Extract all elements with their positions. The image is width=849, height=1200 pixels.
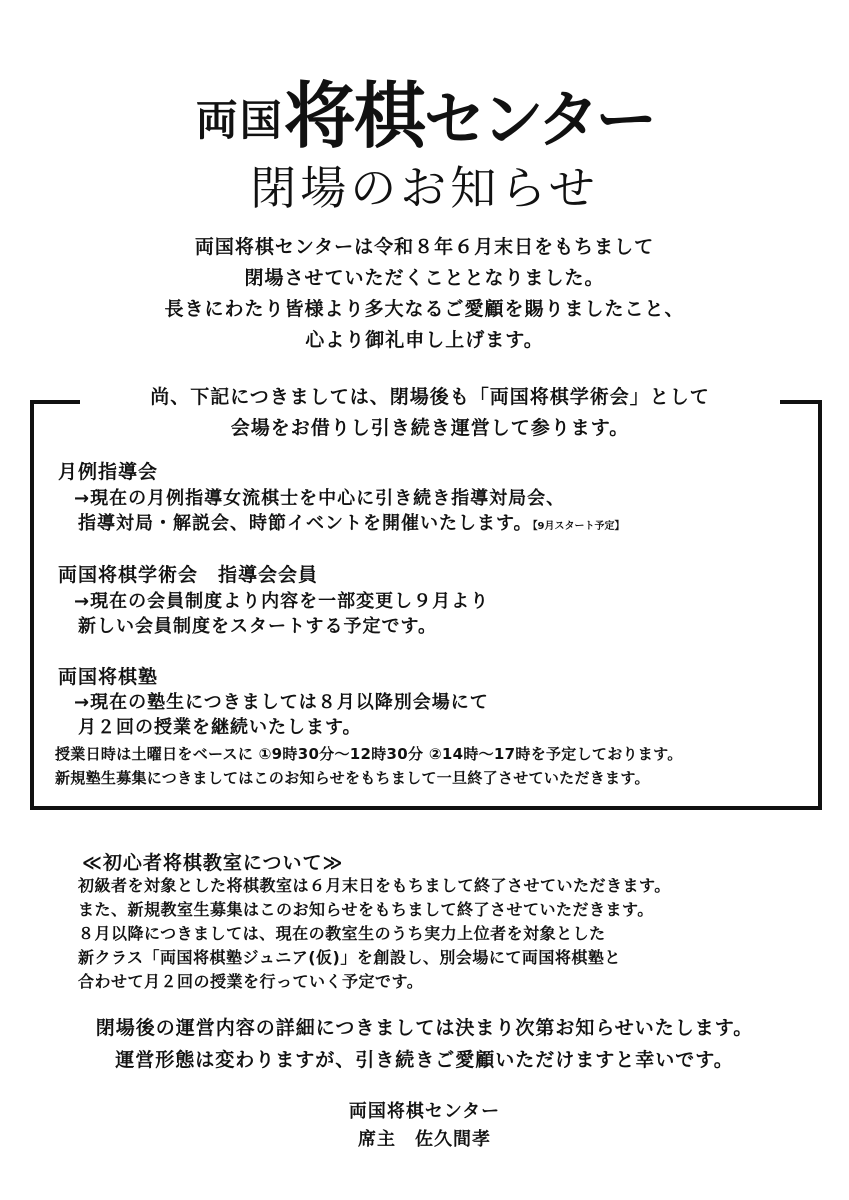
beginner-heading: ≪初心者将棋教室について≫ xyxy=(82,852,344,874)
signature xyxy=(0,1098,849,1154)
box-title-line: 会場をお借りし引き続き運営して参ります。 xyxy=(230,417,630,439)
section-heading-juku: 両国将棋塾 xyxy=(58,666,159,688)
section-line: →現在の塾生につきましては８月以降別会場にて xyxy=(74,692,489,713)
section-heading-monthly: 月例指導会 xyxy=(58,461,159,483)
signature-org: 両国将棋センター xyxy=(348,1101,501,1122)
logo-title xyxy=(0,58,849,162)
logo-suffix: センター xyxy=(423,83,654,156)
beginner-line: 初級者を対象とした将棋教室は６月末日をもちまして終了させていただきます。 xyxy=(78,876,671,895)
beginner-line: 新クラス「両国将棋塾ジュニア(仮)」を創設し、別会場にて両国将棋塾と xyxy=(78,948,621,967)
section-line: 新しい会員制度をスタートする予定です。 xyxy=(78,616,438,637)
recruitment-note: 新規塾生募集につきましてはこのお知らせをもちまして一旦終了させていただきます。 xyxy=(55,769,650,787)
beginner-body xyxy=(78,874,671,994)
schedule-detail: 授業日時は土曜日をベースに ①9時30分～12時30分 ②14時～17時を予定しております。 xyxy=(55,745,683,763)
section-line: →現在の月例指導女流棋士を中心に引き続き指導対局会、 xyxy=(74,488,566,509)
beginner-line: ８月以降につきましては、現在の教室生のうち実力上位者を対象とした xyxy=(78,924,606,943)
intro-line: 閉場させていただくこととなりました。 xyxy=(244,267,605,289)
intro-line: 長きにわたり皆様より多大なるご愛顧を賜りましたこと、 xyxy=(164,298,685,320)
beginner-line: 合わせて月２回の授業を行っていく予定です。 xyxy=(78,972,424,991)
intro-paragraph xyxy=(0,232,849,356)
box-title xyxy=(80,382,780,444)
section-line: →現在の会員制度より内容を一部変更し９月より xyxy=(74,591,490,612)
section-heading-membership: 両国将棋学術会 指導会会員 xyxy=(58,564,319,586)
signature-owner: 席主 佐久間孝 xyxy=(358,1129,491,1150)
logo-prefix: 両国 xyxy=(195,96,284,145)
page-title: 閉場のお知らせ xyxy=(250,161,599,215)
section-line: 指導対局・解説会、時節イベントを開催いたします。 xyxy=(78,513,533,534)
closing-line: 閉場後の運営内容の詳細につきましては決まり次第お知らせいたします。 xyxy=(95,1017,754,1039)
logo-main: 将棋 xyxy=(283,73,424,158)
section-line: 月２回の授業を継続いたします。 xyxy=(78,717,362,738)
beginner-line: また、新規教室生募集はこのお知らせをもちまして終了させていただきます。 xyxy=(78,900,654,919)
box-title-line: 尚、下記につきましては、閉場後も「両国将棋学術会」として xyxy=(150,386,710,408)
intro-line: 心より御礼申し上げます。 xyxy=(305,329,544,351)
closing-paragraph xyxy=(0,1012,849,1076)
section-line-with-note xyxy=(78,509,625,542)
intro-line: 両国将棋センターは令和８年６月末日をもちまして xyxy=(194,236,655,258)
schedule-note: 【9月スタート予定】 xyxy=(532,521,625,532)
closing-line: 運営形態は変わりますが、引き続きご愛顧いただけますと幸いです。 xyxy=(115,1049,734,1071)
